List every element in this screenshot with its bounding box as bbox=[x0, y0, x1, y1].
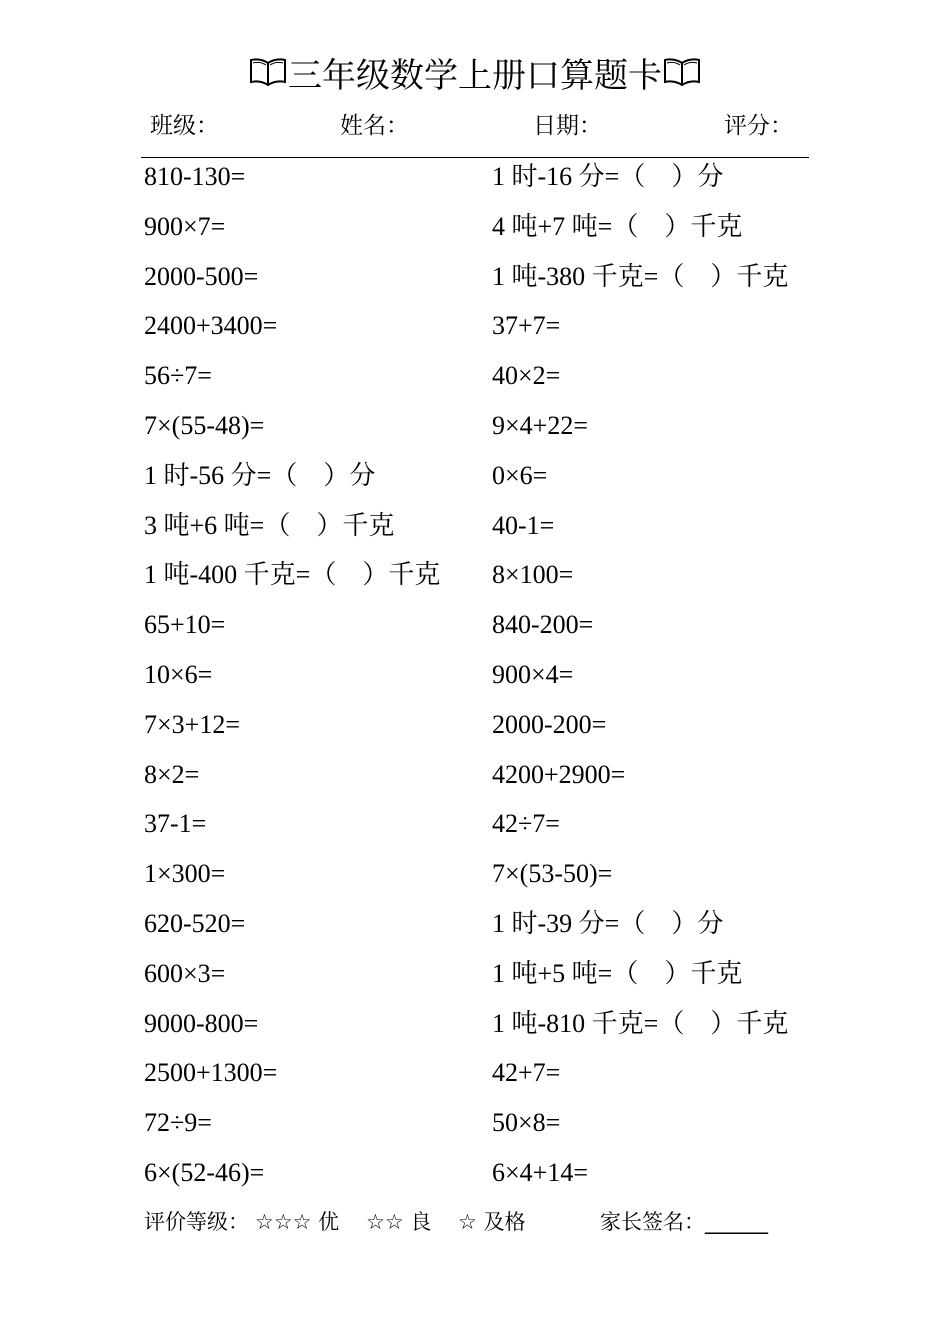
problem-item: 1 吨-810 千克=（ ）千克 bbox=[492, 1008, 789, 1038]
problem-item: 620-520= bbox=[144, 908, 246, 938]
problem-item: 810-130= bbox=[144, 162, 246, 191]
problem-item: 37-1= bbox=[144, 809, 207, 839]
rating-good: ☆☆ 良 bbox=[366, 1210, 432, 1234]
problem-item: 0×6= bbox=[492, 460, 548, 490]
rating-excellent: ☆☆☆ 优 bbox=[255, 1210, 340, 1234]
problem-item: 2400+3400= bbox=[144, 311, 278, 341]
problem-item: 42+7= bbox=[492, 1058, 561, 1088]
open-book-icon bbox=[248, 52, 288, 100]
problem-item: 40×2= bbox=[492, 361, 561, 391]
problem-item: 72÷9= bbox=[144, 1108, 212, 1138]
name-label: 姓名： bbox=[340, 113, 409, 139]
problem-item: 1 时-56 分=（ ）分 bbox=[144, 460, 376, 490]
parent-signature: 家长签名：______ bbox=[600, 1210, 768, 1234]
open-book-icon bbox=[662, 52, 702, 100]
problem-item: 65+10= bbox=[144, 610, 226, 640]
score-label: 评分： bbox=[724, 113, 793, 139]
problem-item: 37+7= bbox=[492, 311, 561, 341]
problem-item: 9×4+22= bbox=[492, 410, 588, 440]
problem-item: 600×3= bbox=[144, 958, 226, 988]
problem-item: 1 吨-400 千克=（ ）千克 bbox=[144, 560, 441, 590]
problem-item: 42÷7= bbox=[492, 809, 560, 839]
footer-row bbox=[144, 1204, 844, 1240]
problem-item: 7×(55-48)= bbox=[144, 410, 265, 440]
problem-item: 6×4+14= bbox=[492, 1157, 588, 1187]
problem-item: 1 吨-380 千克=（ ）千克 bbox=[492, 261, 789, 291]
rating-pass: ☆ 及格 bbox=[458, 1210, 526, 1234]
problem-item: 7×(53-50)= bbox=[492, 859, 613, 889]
problem-item: 840-200= bbox=[492, 610, 594, 640]
problem-item: 9000-800= bbox=[144, 1008, 259, 1038]
problem-list-left bbox=[144, 154, 440, 1200]
student-info-row bbox=[0, 108, 950, 144]
problem-item: 8×100= bbox=[492, 560, 574, 590]
problem-item: 8×2= bbox=[144, 759, 200, 789]
problem-item: 1×300= bbox=[144, 859, 226, 889]
problem-item: 40-1= bbox=[492, 510, 555, 540]
problem-item: 2000-200= bbox=[492, 709, 607, 739]
problem-item: 3 吨+6 吨=（ ）千克 bbox=[144, 510, 395, 540]
problem-item: 10×6= bbox=[144, 659, 213, 689]
title-text: 三年级数学上册口算题卡 bbox=[288, 56, 662, 96]
problem-item: 2000-500= bbox=[144, 261, 259, 291]
problem-item: 56÷7= bbox=[144, 361, 212, 391]
problem-item: 4 吨+7 吨=（ ）千克 bbox=[492, 211, 743, 241]
problem-item: 1 吨+5 吨=（ ）千克 bbox=[492, 958, 743, 988]
problem-item: 2500+1300= bbox=[144, 1058, 278, 1088]
class-label: 班级： bbox=[150, 113, 219, 139]
problem-item: 50×8= bbox=[492, 1108, 561, 1138]
worksheet-title bbox=[0, 50, 950, 100]
problem-item: 4200+2900= bbox=[492, 759, 626, 789]
problem-list-right bbox=[492, 154, 788, 1200]
problem-item: 6×(52-46)= bbox=[144, 1157, 265, 1187]
problem-item: 1 时-16 分=（ ）分 bbox=[492, 162, 724, 191]
date-label: 日期： bbox=[533, 113, 602, 139]
rating-label: 评价等级： bbox=[144, 1210, 249, 1234]
problem-item: 1 时-39 分=（ ）分 bbox=[492, 908, 724, 938]
problem-item: 7×3+12= bbox=[144, 709, 240, 739]
problem-item: 900×4= bbox=[492, 659, 574, 689]
problem-item: 900×7= bbox=[144, 211, 226, 241]
